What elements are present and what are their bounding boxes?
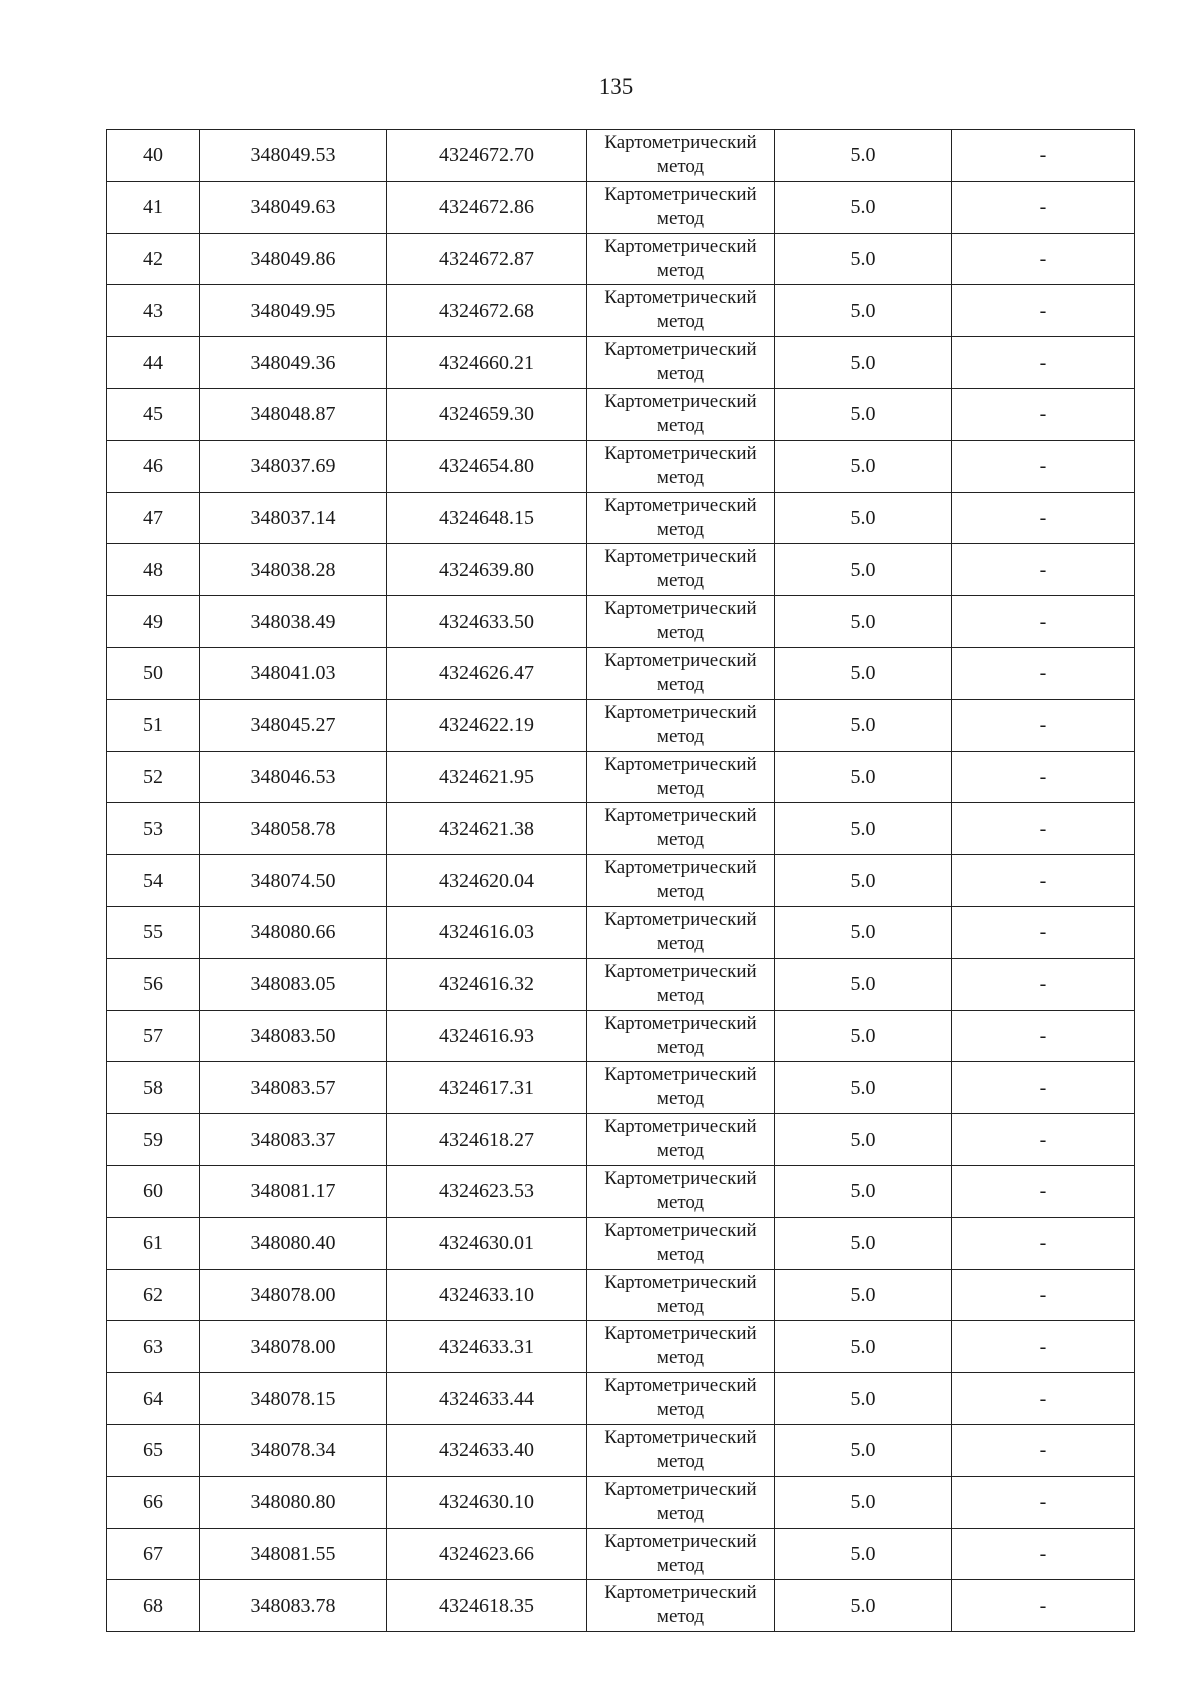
table-row — [107, 699, 1135, 751]
x-coordinate-cell: 348080.66 — [200, 906, 387, 958]
accuracy-cell: 5.0 — [775, 596, 952, 648]
y-coordinate-cell: 4324621.95 — [387, 751, 587, 803]
accuracy-cell: 5.0 — [775, 1062, 952, 1114]
y-coordinate-cell: 4324616.03 — [387, 906, 587, 958]
method-line-1: Картометрический — [604, 132, 757, 153]
note-cell: - — [952, 544, 1135, 596]
accuracy-cell: 5.0 — [775, 388, 952, 440]
x-coordinate-cell: 348078.15 — [200, 1373, 387, 1425]
x-coordinate-cell: 348074.50 — [200, 855, 387, 907]
method-line-2: метод — [656, 207, 705, 229]
point-number-cell: 43 — [107, 285, 200, 337]
x-coordinate-cell: 348049.53 — [200, 130, 387, 182]
y-coordinate-cell: 4324618.27 — [387, 1114, 587, 1166]
method-line-1: Картометрический — [604, 805, 757, 827]
method-line-1: Картометрический — [604, 1064, 757, 1086]
y-coordinate-cell: 4324617.31 — [387, 1062, 587, 1114]
y-coordinate-cell: 4324616.93 — [387, 1010, 587, 1062]
y-coordinate-cell: 4324633.40 — [387, 1424, 587, 1476]
y-coordinate-cell: 4324623.66 — [387, 1528, 587, 1580]
x-coordinate-cell: 348049.36 — [200, 337, 387, 389]
table-row — [107, 1424, 1135, 1476]
method-cell — [587, 958, 775, 1010]
y-coordinate-cell: 4324623.53 — [387, 1165, 587, 1217]
coordinates-table — [106, 129, 1135, 1632]
method-line-2: метод — [656, 466, 705, 488]
method-line-2: метод — [656, 156, 705, 177]
note-cell: - — [952, 596, 1135, 648]
accuracy-cell: 5.0 — [775, 751, 952, 803]
accuracy-cell: 5.0 — [775, 1321, 952, 1373]
method-cell — [587, 1114, 775, 1166]
method-line-1: Картометрический — [604, 753, 757, 775]
method-line-2: метод — [656, 1554, 705, 1576]
y-coordinate-cell: 4324672.86 — [387, 181, 587, 233]
table-row — [107, 233, 1135, 285]
method-cell — [587, 285, 775, 337]
method-cell — [587, 233, 775, 285]
method-line-1: Картометрический — [604, 546, 757, 568]
method-cell — [587, 906, 775, 958]
table-row — [107, 596, 1135, 648]
point-number-cell: 54 — [107, 855, 200, 907]
table-row — [107, 1165, 1135, 1217]
point-number-cell: 44 — [107, 337, 200, 389]
accuracy-cell: 5.0 — [775, 181, 952, 233]
point-number-cell: 46 — [107, 440, 200, 492]
note-cell: - — [952, 699, 1135, 751]
method-line-2: метод — [656, 1088, 705, 1110]
point-number-cell: 51 — [107, 699, 200, 751]
note-cell: - — [952, 285, 1135, 337]
note-cell: - — [952, 906, 1135, 958]
note-cell: - — [952, 751, 1135, 803]
method-line-1: Картометрический — [604, 1375, 757, 1397]
y-coordinate-cell: 4324621.38 — [387, 803, 587, 855]
note-cell: - — [952, 1424, 1135, 1476]
note-cell: - — [952, 181, 1135, 233]
table-row — [107, 181, 1135, 233]
coordinates-table-body — [107, 130, 1135, 1632]
point-number-cell: 42 — [107, 233, 200, 285]
accuracy-cell: 5.0 — [775, 130, 952, 182]
x-coordinate-cell: 348041.03 — [200, 647, 387, 699]
method-line-1: Картометрический — [604, 908, 757, 930]
method-cell — [587, 699, 775, 751]
point-number-cell: 65 — [107, 1424, 200, 1476]
method-line-1: Картометрический — [604, 1530, 757, 1552]
method-line-1: Картометрический — [604, 390, 757, 412]
x-coordinate-cell: 348049.95 — [200, 285, 387, 337]
x-coordinate-cell: 348049.86 — [200, 233, 387, 285]
method-line-2: метод — [656, 1606, 705, 1628]
method-line-2: метод — [656, 363, 705, 385]
y-coordinate-cell: 4324672.87 — [387, 233, 587, 285]
method-cell — [587, 1269, 775, 1321]
method-line-1: Картометрический — [604, 1271, 757, 1293]
point-number-cell: 41 — [107, 181, 200, 233]
note-cell: - — [952, 803, 1135, 855]
method-line-2: метод — [656, 932, 705, 954]
method-line-2: метод — [656, 673, 705, 695]
point-number-cell: 64 — [107, 1373, 200, 1425]
table-row — [107, 1580, 1135, 1632]
y-coordinate-cell: 4324639.80 — [387, 544, 587, 596]
table-row — [107, 855, 1135, 907]
method-cell — [587, 388, 775, 440]
x-coordinate-cell: 348080.80 — [200, 1476, 387, 1528]
note-cell: - — [952, 440, 1135, 492]
point-number-cell: 60 — [107, 1165, 200, 1217]
method-cell — [587, 751, 775, 803]
x-coordinate-cell: 348038.49 — [200, 596, 387, 648]
note-cell: - — [952, 647, 1135, 699]
method-line-2: метод — [656, 777, 705, 799]
table-row — [107, 1010, 1135, 1062]
y-coordinate-cell: 4324616.32 — [387, 958, 587, 1010]
table-row — [107, 1217, 1135, 1269]
method-line-1: Картометрический — [604, 1219, 757, 1241]
method-line-1: Картометрический — [604, 1116, 757, 1138]
table-row — [107, 544, 1135, 596]
x-coordinate-cell: 348049.63 — [200, 181, 387, 233]
method-line-2: метод — [656, 311, 705, 333]
accuracy-cell: 5.0 — [775, 1580, 952, 1632]
table-row — [107, 1114, 1135, 1166]
y-coordinate-cell: 4324633.10 — [387, 1269, 587, 1321]
x-coordinate-cell: 348078.00 — [200, 1321, 387, 1373]
accuracy-cell: 5.0 — [775, 1476, 952, 1528]
method-cell — [587, 130, 775, 182]
x-coordinate-cell: 348038.28 — [200, 544, 387, 596]
method-line-1: Картометрический — [604, 1426, 757, 1448]
accuracy-cell: 5.0 — [775, 1373, 952, 1425]
x-coordinate-cell: 348078.34 — [200, 1424, 387, 1476]
method-line-1: Картометрический — [604, 494, 757, 516]
method-cell — [587, 1373, 775, 1425]
y-coordinate-cell: 4324672.68 — [387, 285, 587, 337]
y-coordinate-cell: 4324630.10 — [387, 1476, 587, 1528]
x-coordinate-cell: 348081.55 — [200, 1528, 387, 1580]
method-cell — [587, 803, 775, 855]
x-coordinate-cell: 348083.50 — [200, 1010, 387, 1062]
point-number-cell: 68 — [107, 1580, 200, 1632]
method-cell — [587, 647, 775, 699]
y-coordinate-cell: 4324622.19 — [387, 699, 587, 751]
method-line-1: Картометрический — [604, 1582, 757, 1604]
y-coordinate-cell: 4324672.70 — [387, 130, 587, 182]
method-cell — [587, 1476, 775, 1528]
page-number: 135 — [598, 74, 634, 99]
point-number-cell: 55 — [107, 906, 200, 958]
point-number-cell: 66 — [107, 1476, 200, 1528]
x-coordinate-cell: 348037.69 — [200, 440, 387, 492]
table-row — [107, 492, 1135, 544]
y-coordinate-cell: 4324633.44 — [387, 1373, 587, 1425]
table-row — [107, 1062, 1135, 1114]
method-cell — [587, 1062, 775, 1114]
x-coordinate-cell: 348083.78 — [200, 1580, 387, 1632]
accuracy-cell: 5.0 — [775, 647, 952, 699]
point-number-cell: 61 — [107, 1217, 200, 1269]
note-cell: - — [952, 1528, 1135, 1580]
x-coordinate-cell: 348037.14 — [200, 492, 387, 544]
y-coordinate-cell: 4324630.01 — [387, 1217, 587, 1269]
accuracy-cell: 5.0 — [775, 1114, 952, 1166]
accuracy-cell: 5.0 — [775, 803, 952, 855]
accuracy-cell: 5.0 — [775, 1217, 952, 1269]
note-cell: - — [952, 1269, 1135, 1321]
note-cell: - — [952, 1114, 1135, 1166]
x-coordinate-cell: 348058.78 — [200, 803, 387, 855]
note-cell: - — [952, 1062, 1135, 1114]
point-number-cell: 57 — [107, 1010, 200, 1062]
method-line-2: метод — [656, 1191, 705, 1213]
method-line-1: Картометрический — [604, 857, 757, 879]
method-line-2: метод — [656, 1243, 705, 1265]
y-coordinate-cell: 4324620.04 — [387, 855, 587, 907]
method-line-2: метод — [656, 1502, 705, 1524]
x-coordinate-cell: 348045.27 — [200, 699, 387, 751]
method-cell — [587, 1580, 775, 1632]
note-cell: - — [952, 1476, 1135, 1528]
y-coordinate-cell: 4324660.21 — [387, 337, 587, 389]
note-cell: - — [952, 233, 1135, 285]
method-cell — [587, 1165, 775, 1217]
method-line-2: метод — [656, 414, 705, 436]
method-cell — [587, 440, 775, 492]
method-line-1: Картометрический — [604, 1478, 757, 1500]
accuracy-cell: 5.0 — [775, 1165, 952, 1217]
note-cell: - — [952, 1010, 1135, 1062]
y-coordinate-cell: 4324626.47 — [387, 647, 587, 699]
note-cell: - — [952, 958, 1135, 1010]
method-line-2: метод — [656, 984, 705, 1006]
method-cell — [587, 596, 775, 648]
point-number-cell: 67 — [107, 1528, 200, 1580]
x-coordinate-cell: 348083.37 — [200, 1114, 387, 1166]
method-cell — [587, 1321, 775, 1373]
method-cell — [587, 544, 775, 596]
table-row — [107, 285, 1135, 337]
method-line-1: Картометрический — [604, 1012, 757, 1034]
note-cell: - — [952, 337, 1135, 389]
table-row — [107, 440, 1135, 492]
accuracy-cell: 5.0 — [775, 492, 952, 544]
accuracy-cell: 5.0 — [775, 1269, 952, 1321]
accuracy-cell: 5.0 — [775, 440, 952, 492]
x-coordinate-cell: 348080.40 — [200, 1217, 387, 1269]
point-number-cell: 59 — [107, 1114, 200, 1166]
note-cell: - — [952, 1373, 1135, 1425]
note-cell: - — [952, 1217, 1135, 1269]
x-coordinate-cell: 348078.00 — [200, 1269, 387, 1321]
table-row — [107, 388, 1135, 440]
accuracy-cell: 5.0 — [775, 1010, 952, 1062]
y-coordinate-cell: 4324633.31 — [387, 1321, 587, 1373]
accuracy-cell: 5.0 — [775, 337, 952, 389]
y-coordinate-cell: 4324633.50 — [387, 596, 587, 648]
method-line-1: Картометрический — [604, 1167, 757, 1189]
table-row — [107, 130, 1135, 182]
point-number-cell: 63 — [107, 1321, 200, 1373]
method-line-1: Картометрический — [604, 598, 757, 620]
method-line-2: метод — [656, 622, 705, 644]
method-line-1: Картометрический — [604, 649, 757, 671]
method-line-1: Картометрический — [604, 960, 757, 982]
table-row — [107, 803, 1135, 855]
x-coordinate-cell: 348048.87 — [200, 388, 387, 440]
x-coordinate-cell: 348083.57 — [200, 1062, 387, 1114]
method-cell — [587, 855, 775, 907]
note-cell: - — [952, 855, 1135, 907]
method-line-2: метод — [656, 1036, 705, 1058]
method-line-2: метод — [656, 1450, 705, 1472]
y-coordinate-cell: 4324618.35 — [387, 1580, 587, 1632]
table-row — [107, 1373, 1135, 1425]
point-number-cell: 45 — [107, 388, 200, 440]
x-coordinate-cell: 348081.17 — [200, 1165, 387, 1217]
note-cell: - — [952, 1321, 1135, 1373]
table-row — [107, 337, 1135, 389]
accuracy-cell: 5.0 — [775, 958, 952, 1010]
method-line-1: Картометрический — [604, 235, 757, 257]
method-line-2: метод — [656, 570, 705, 592]
note-cell: - — [952, 130, 1135, 182]
table-row — [107, 1476, 1135, 1528]
point-number-cell: 48 — [107, 544, 200, 596]
table-row — [107, 1321, 1135, 1373]
method-line-2: метод — [656, 725, 705, 747]
note-cell: - — [952, 1165, 1135, 1217]
method-line-2: метод — [656, 829, 705, 851]
accuracy-cell: 5.0 — [775, 906, 952, 958]
method-cell — [587, 1424, 775, 1476]
method-line-1: Картометрический — [604, 1323, 757, 1345]
method-line-2: метод — [656, 518, 705, 540]
method-line-1: Картометрический — [604, 183, 757, 205]
table-row — [107, 906, 1135, 958]
table-row — [107, 1528, 1135, 1580]
table-row — [107, 1269, 1135, 1321]
y-coordinate-cell: 4324648.15 — [387, 492, 587, 544]
table-row — [107, 751, 1135, 803]
point-number-cell: 47 — [107, 492, 200, 544]
table-row — [107, 958, 1135, 1010]
point-number-cell: 40 — [107, 130, 200, 182]
accuracy-cell: 5.0 — [775, 285, 952, 337]
table-row — [107, 647, 1135, 699]
method-line-2: метод — [656, 1347, 705, 1369]
point-number-cell: 62 — [107, 1269, 200, 1321]
method-cell — [587, 1010, 775, 1062]
method-line-2: метод — [656, 1140, 705, 1162]
method-cell — [587, 1528, 775, 1580]
point-number-cell: 50 — [107, 647, 200, 699]
method-line-2: метод — [656, 1399, 705, 1421]
accuracy-cell: 5.0 — [775, 544, 952, 596]
x-coordinate-cell: 348083.05 — [200, 958, 387, 1010]
method-line-1: Картометрический — [604, 701, 757, 723]
method-line-1: Картометрический — [604, 339, 757, 361]
accuracy-cell: 5.0 — [775, 1424, 952, 1476]
point-number-cell: 52 — [107, 751, 200, 803]
point-number-cell: 53 — [107, 803, 200, 855]
method-line-1: Картометрический — [604, 442, 757, 464]
method-line-1: Картометрический — [604, 287, 757, 309]
method-cell — [587, 492, 775, 544]
accuracy-cell: 5.0 — [775, 233, 952, 285]
x-coordinate-cell: 348046.53 — [200, 751, 387, 803]
note-cell: - — [952, 388, 1135, 440]
accuracy-cell: 5.0 — [775, 1528, 952, 1580]
y-coordinate-cell: 4324654.80 — [387, 440, 587, 492]
method-line-2: метод — [656, 1295, 705, 1317]
method-cell — [587, 1217, 775, 1269]
method-cell — [587, 337, 775, 389]
method-line-2: метод — [656, 259, 705, 281]
accuracy-cell: 5.0 — [775, 855, 952, 907]
note-cell: - — [952, 1580, 1135, 1632]
method-cell — [587, 181, 775, 233]
note-cell: - — [952, 492, 1135, 544]
point-number-cell: 56 — [107, 958, 200, 1010]
point-number-cell: 58 — [107, 1062, 200, 1114]
point-number-cell: 49 — [107, 596, 200, 648]
accuracy-cell: 5.0 — [775, 699, 952, 751]
y-coordinate-cell: 4324659.30 — [387, 388, 587, 440]
method-line-2: метод — [656, 881, 705, 903]
